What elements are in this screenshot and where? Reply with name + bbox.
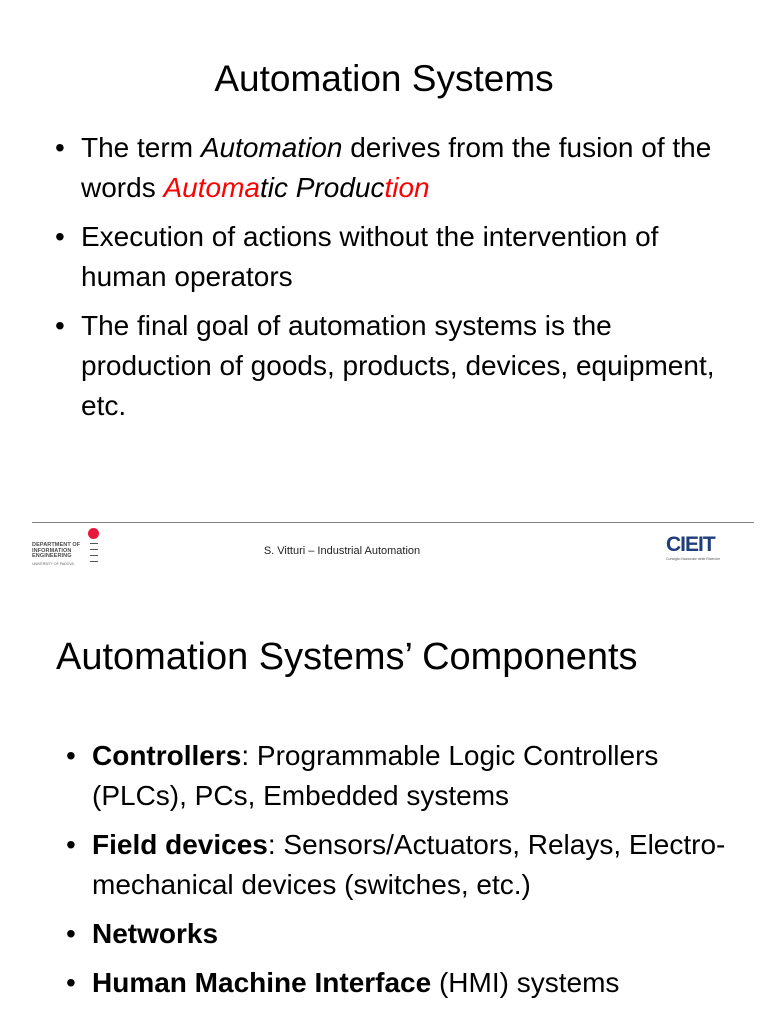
bullet-text: Execution of actions without the intervention of human operators (81, 221, 659, 292)
bullet-text-italic: Automation (200, 132, 343, 163)
logo-line: DEPARTMENT OF (32, 542, 81, 548)
bullet-text-part: derives from the fusion of the words (81, 132, 712, 203)
bullet-icon: • (55, 132, 65, 163)
logo-line: ENGINEERING (32, 553, 72, 559)
bullet-term: Field devices (92, 829, 268, 860)
list-item (66, 825, 756, 905)
bullet-text-highlight: Automa (163, 172, 260, 203)
bullet-text: The final goal of automation systems is the production of goods, products, devices, equipment, etc. (81, 310, 715, 421)
bullet-text-italic: tic Produc (259, 172, 385, 203)
bullet-icon: • (55, 221, 65, 252)
list-item (66, 963, 756, 1003)
list-item (66, 914, 756, 954)
bullet-icon: • (66, 967, 76, 998)
list-item (55, 128, 745, 208)
bullet-list (66, 736, 756, 1012)
bullet-text: (HMI) systems (431, 967, 620, 998)
bullet-term: Networks (92, 918, 219, 949)
slide-title: Automation Systems’ Components (56, 636, 638, 678)
bullet-text-part: The term (81, 132, 201, 163)
bullet-icon: • (55, 310, 65, 341)
logo-subline: UNIVERSITY OF PADOVA (32, 562, 74, 566)
bullet-term: Controllers (92, 740, 242, 771)
logo-mark: CIEIT (666, 533, 715, 556)
logo-line: INFORMATION (32, 547, 72, 554)
bullet-term: Human Machine Interface (92, 967, 432, 998)
slide-title: Automation Systems (214, 58, 554, 99)
logo-caption: Consiglio Nazionale delle Ricerche (666, 557, 721, 561)
list-item (55, 217, 745, 297)
bullet-text: : Programmable Logic Controllers (PLCs), PCs, Embedded systems (92, 740, 659, 811)
bullet-text-highlight: tion (384, 172, 430, 203)
footer-text: S. Vitturi – Industrial Automation (263, 545, 421, 557)
slide-automation-systems-components (0, 512, 768, 1024)
bullet-icon: • (66, 918, 76, 949)
list-item (66, 736, 756, 816)
bullet-icon: • (66, 740, 76, 771)
list-item (55, 306, 745, 426)
bullet-text: : Sensors/Actuators, Relays, Electro-mechanical devices (switches, etc.) (92, 829, 726, 900)
bullet-list (55, 128, 745, 435)
bullet-icon: • (66, 829, 76, 860)
